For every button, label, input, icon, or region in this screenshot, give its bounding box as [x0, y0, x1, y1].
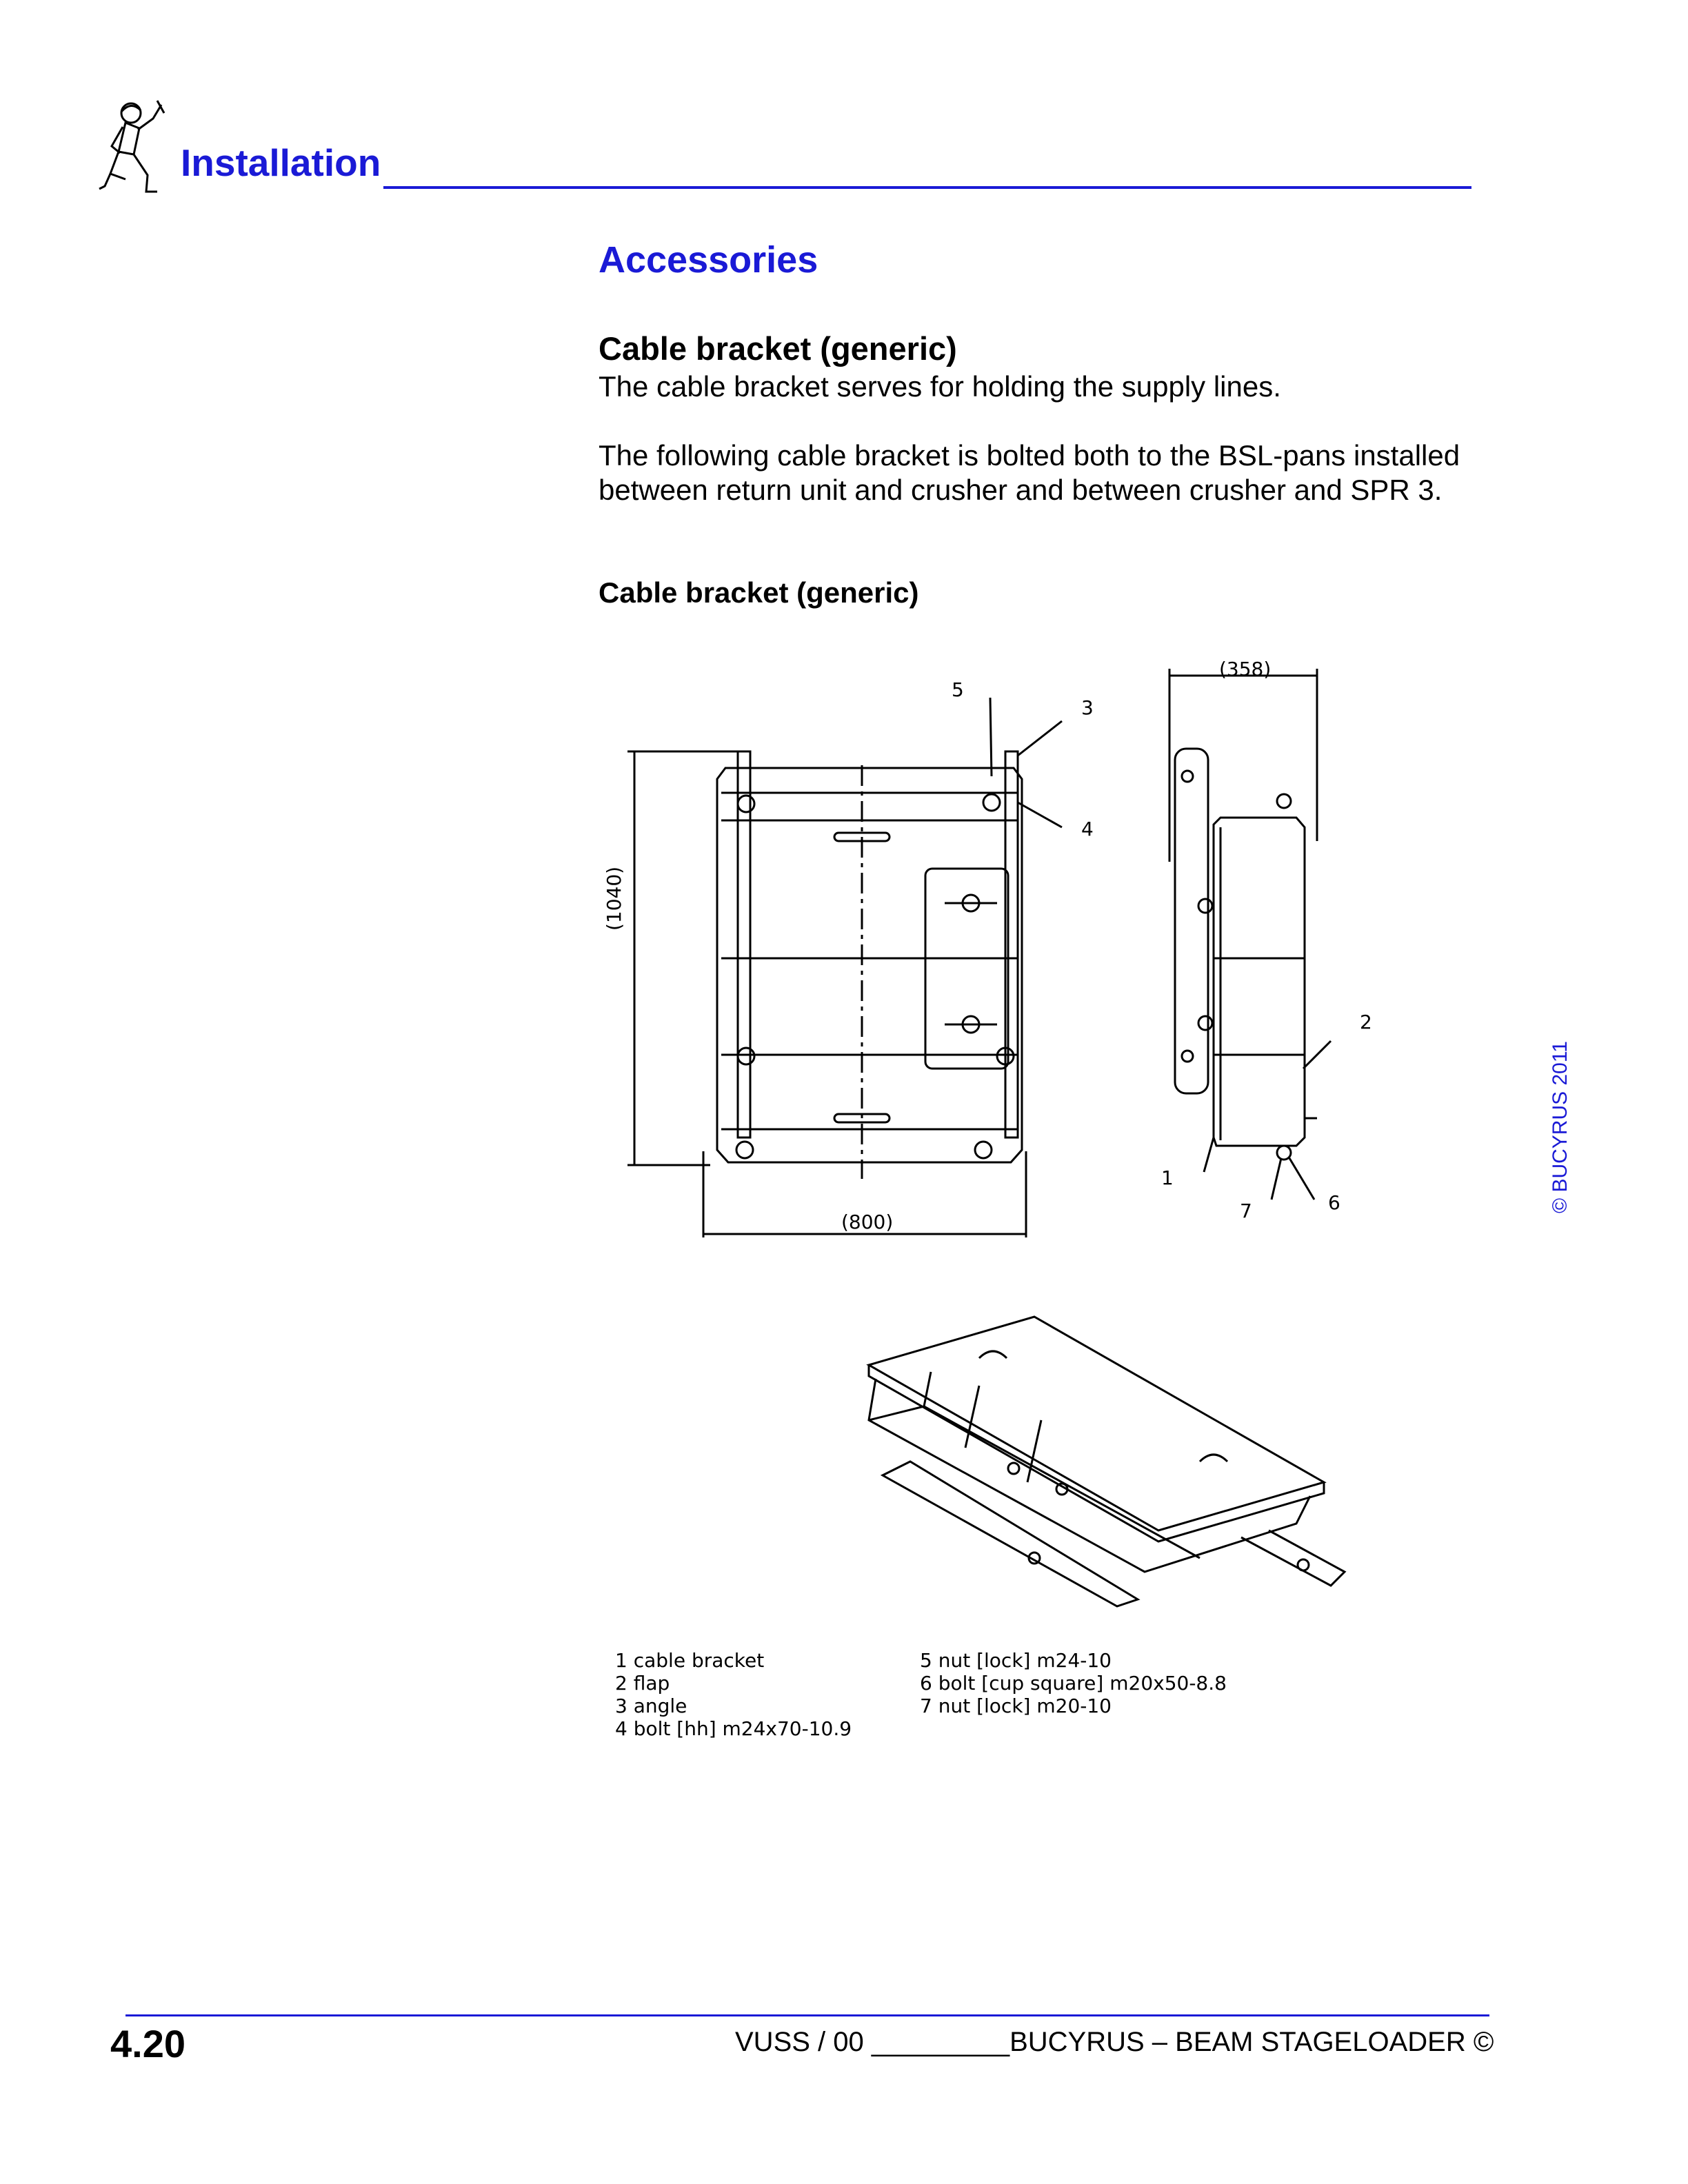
legend-item: 2 flap: [615, 1672, 670, 1695]
page-number: 4.20: [110, 2022, 185, 2065]
callout-5: 5: [952, 678, 964, 701]
footer-doc-text: VUSS / 00 _________BUCYRUS – BEAM STAGELOADER ©: [735, 2027, 1494, 2057]
content-heading: Cable bracket (generic): [599, 330, 957, 367]
paragraph-1: The cable bracket serves for holding the supply lines.: [599, 370, 1281, 403]
figure-caption: Cable bracket (generic): [599, 576, 919, 609]
section-title: Installation: [181, 141, 381, 184]
callout-1: 1: [1161, 1166, 1174, 1189]
dim-width-label: (800): [841, 1211, 894, 1233]
kneeling-worker-icon: [98, 98, 179, 200]
copyright-vertical: © BUCYRUS 2011: [1549, 1041, 1571, 1213]
legend-item: 1 cable bracket: [615, 1649, 765, 1672]
callout-2: 2: [1360, 1011, 1372, 1033]
footer-rule: [125, 2014, 1489, 2016]
side-view-drawing: [1145, 655, 1372, 1227]
callout-7: 7: [1240, 1200, 1252, 1222]
header-rule: [383, 186, 1471, 189]
legend-right: [920, 1649, 1227, 1717]
callout-4: 4: [1081, 818, 1094, 840]
isometric-view-drawing: [855, 1310, 1338, 1655]
front-view-drawing: [603, 655, 1034, 1241]
legend-item: 6 bolt [cup square] m20x50-8.8: [920, 1672, 1227, 1695]
callout-6: 6: [1328, 1191, 1340, 1214]
legend-left: [615, 1649, 852, 1740]
dim-depth-label: (358): [1219, 658, 1272, 680]
callout-3: 3: [1081, 696, 1094, 719]
legend-item: 4 bolt [hh] m24x70-10.9: [615, 1717, 852, 1740]
legend-item: 3 angle: [615, 1695, 687, 1717]
subsection-title: Accessories: [599, 239, 818, 281]
legend-item: 7 nut [lock] m20-10: [920, 1695, 1112, 1717]
paragraph-2: The following cable bracket is bolted both to the BSL-pans installed between return unit and crusher and between crusher and SPR 3.: [599, 439, 1460, 506]
legend-item: 5 nut [lock] m24-10: [920, 1649, 1112, 1672]
dim-height-label: (1040): [603, 866, 625, 931]
